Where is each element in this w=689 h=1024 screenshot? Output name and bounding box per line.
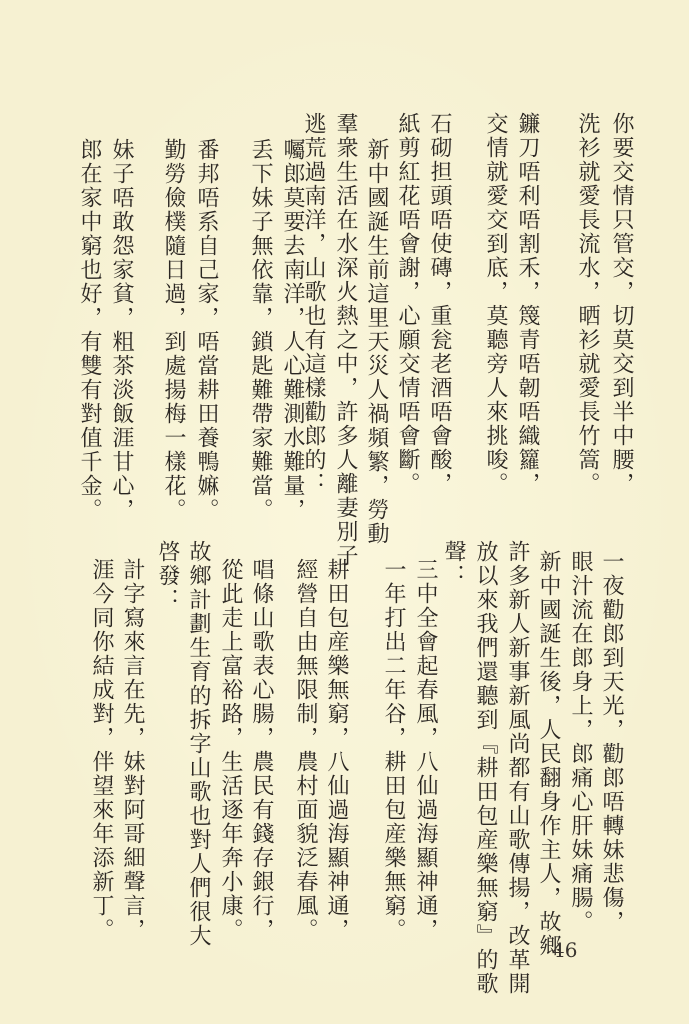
bottom-section-line: 啓發： — [155, 540, 180, 612]
bottom-section-line: 經營自由無限制，農村面貌泛春風。 — [293, 558, 318, 942]
bottom-section-line: 新中國誕生後，人民翻身作主人，故鄉 — [536, 550, 561, 958]
top-section-line: 囑郎莫要去南洋，人心難測水難量， — [280, 138, 305, 522]
bottom-section-line: 涯今同你結成對，伴望來年添新丁。 — [89, 558, 114, 942]
top-section-line: 交情就愛交到底，莫聽旁人來挑唆。 — [483, 112, 508, 496]
top-section-line: 番邦唔系自己家，唔當耕田養鴨嫲。 — [194, 138, 219, 522]
top-section-line: 勤勞儉樸隨日過，到處揚梅一樣花。 — [161, 138, 186, 522]
bottom-section-line: 耕田包産樂無窮，八仙過海顯神通， — [324, 558, 349, 942]
top-section-line: 石砌担頭唔使磚，重瓮老酒唔會酸， — [427, 112, 452, 496]
bottom-section-line: 計字寫來言在先，妹對阿哥細聲言， — [120, 558, 145, 942]
bottom-section-line: 唱條山歌表心腸，農民有錢存銀行， — [249, 558, 274, 942]
top-section-line: 你要交情只管交，切莫交到半中腰， — [609, 112, 634, 496]
top-section-line: 紙剪紅花唔會謝，心願交情唔會斷。 — [395, 112, 420, 496]
top-section-line: 羣衆生活在水深火熱之中，許多人離妻別子 — [333, 112, 358, 568]
bottom-section-line: 眼汁流在郎身上，郎痛心肝妹痛腸。 — [568, 550, 593, 934]
top-section-line: 鐮刀唔利唔割禾，篾青唔韌唔織籮， — [515, 112, 540, 496]
bottom-section-line: 許多新人新事新風尚都有山歌傳揚，改革開 — [505, 540, 530, 996]
top-section-line: 郎在家中窮也好，有雙有對值千金。 — [77, 138, 102, 522]
bottom-section-line: 一夜勸郎到天光，勸郎唔轉妹悲傷， — [599, 550, 624, 934]
bottom-section-line: 一年打出二年谷，耕田包産樂無窮。 — [381, 558, 406, 942]
top-section-line: 丢下妹子無依靠，鎖匙難帶家難當。 — [248, 138, 273, 522]
top-section-line: 新中國誕生前這里天災人禍頻繁，勞動 — [364, 138, 389, 546]
bottom-section-line: 故鄉計劃生育的拆字山歌也對人們很大 — [186, 540, 211, 948]
bottom-section-line: 聲： — [441, 540, 466, 588]
bottom-section-line: 從此走上富裕路，生活逐年奔小康。 — [218, 558, 243, 942]
top-section-line: 逃荒過南洋，山歌也有這樣勸郎的： — [301, 112, 326, 496]
bottom-section-line: 三中全會起春風，八仙過海顯神通， — [413, 558, 438, 942]
page-number: 46 — [552, 938, 578, 962]
bottom-section-line: 放以來我們還聽到『耕田包産樂無窮』的歌 — [473, 540, 498, 996]
top-section-line: 洗衫就愛長流水，晒衫就愛長竹篙。 — [575, 112, 600, 496]
top-section-line: 妹子唔敢怨家貧，粗茶淡飯涯甘心， — [109, 138, 134, 522]
